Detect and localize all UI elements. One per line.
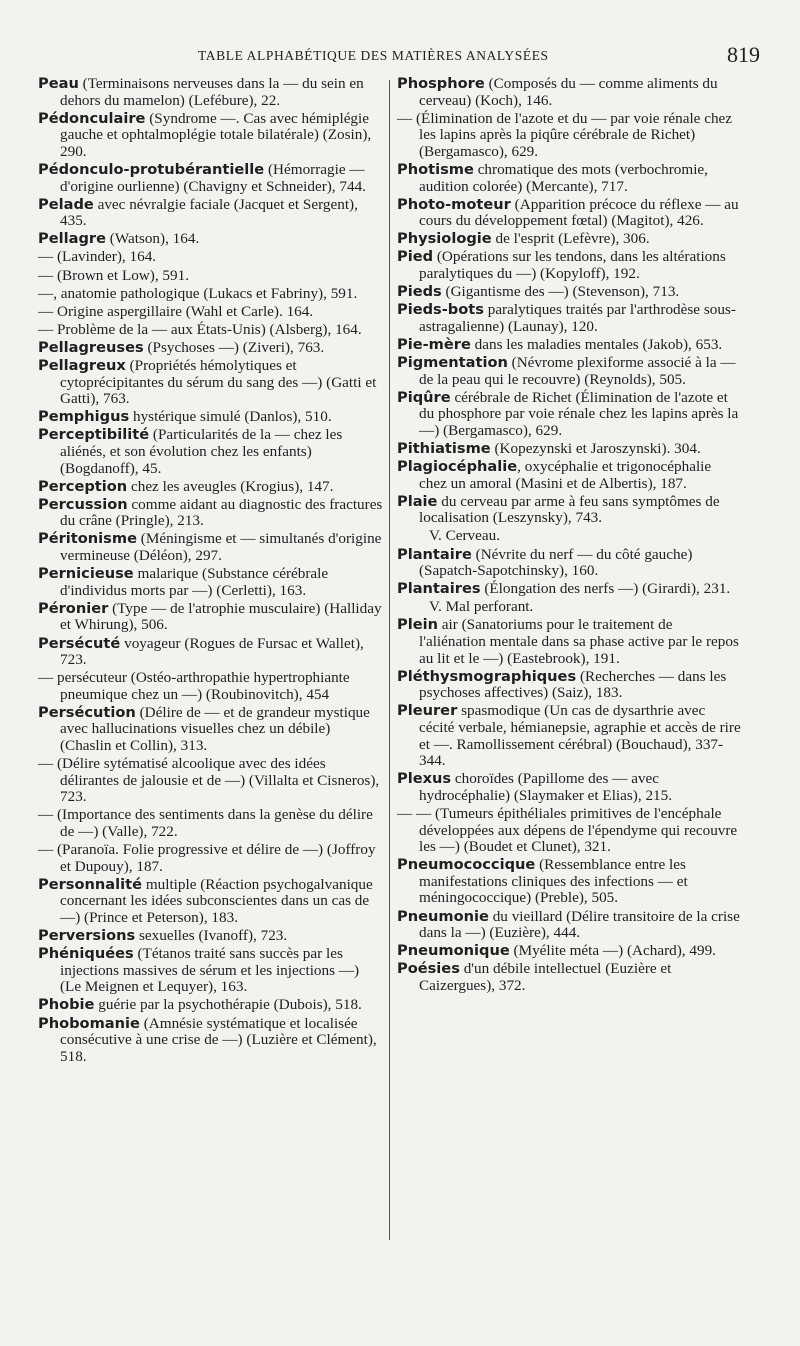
index-entry xyxy=(397,249,742,282)
entry-headword: Pellagreuses xyxy=(38,338,144,356)
entry-text: chez les aveugles (Krogius), 147. xyxy=(127,477,334,495)
index-entry xyxy=(38,566,383,599)
entry-headword: Plantaires xyxy=(397,580,481,598)
index-entry xyxy=(397,703,742,769)
entry-headword: Pie-mère xyxy=(397,335,471,353)
entry-text: (Psychoses —) (Ziveri), 763. xyxy=(143,338,325,356)
index-entry xyxy=(38,670,383,703)
index-entry xyxy=(397,302,742,335)
entry-headword: Plagiocéphalie xyxy=(397,458,518,476)
entry-text: (Myélite méta —) (Achard), 499. xyxy=(509,942,716,960)
entry-headword: Péritonisme xyxy=(38,530,137,548)
entry-text: du cerveau par arme à feu sans symptômes de localisation (Leszynsky), 743. xyxy=(419,492,720,527)
entry-headword: Pemphigus xyxy=(38,408,130,426)
entry-headword: Pneumonique xyxy=(397,942,510,960)
entry-text: (Hémorragie — d'origine ourlienne) (Chavigny et Schneider), 744. xyxy=(60,160,366,195)
page-header xyxy=(0,42,800,76)
entry-text: — (Brown et Low), 591. xyxy=(38,266,190,284)
entry-headword: Perception xyxy=(38,477,128,495)
index-entry xyxy=(38,497,383,530)
index-entry xyxy=(38,877,383,927)
entry-headword: Plaie xyxy=(397,492,438,510)
index-entry xyxy=(397,771,742,804)
entry-text: (Ressemblance entre les manifestations cliniques des infections — et méningococcique) (Preble), 505. xyxy=(419,856,688,907)
entry-text: (Amnésie systématique et localisée consécutive à une crise de —) (Luzière et Clément), 518. xyxy=(60,1014,377,1065)
cross-reference-text: V. Mal perforant. xyxy=(429,598,534,616)
entry-text: — (Paranoïa. Folie progressive et délire de —) (Joffroy et Dupouy), 187. xyxy=(38,841,376,875)
entry-text: — (Élimination de l'azote et du — par voie rénale chez les lapins après la piqûre cérébrale de Richet) (Bergamasco), 629. xyxy=(397,109,733,160)
entry-text: (Syndrome —. Cas avec hémiplégie gauche et ophtalmoplégie totale bilatérale) (Zosin), 290. xyxy=(60,109,372,160)
index-entry xyxy=(38,231,383,248)
entry-headword: Phobomanie xyxy=(38,1014,140,1032)
entry-text: — Origine aspergillaire (Wahl et Carle). 164. xyxy=(38,302,314,320)
entry-text: —, anatomie pathologique (Lukacs et Fabriny), 591. xyxy=(38,284,358,302)
entry-headword: Pigmentation xyxy=(397,354,508,371)
index-entry xyxy=(38,1016,383,1066)
entry-text: sexuelles (Ivanoff), 723. xyxy=(135,927,288,945)
index-entry xyxy=(38,249,383,266)
entry-text: (Type — de l'atrophie musculaire) (Halliday et Whirung), 506. xyxy=(60,599,382,634)
entry-text: choroïdes (Papillome des — avec hydrocéphalie) (Slaymaker et Elias), 215. xyxy=(419,770,673,804)
entry-headword: Pneumonie xyxy=(397,907,489,925)
entry-headword: Photo-moteur xyxy=(397,195,511,213)
entry-headword: Peau xyxy=(38,75,79,92)
entry-headword: Pieds xyxy=(397,283,442,301)
entry-headword: Pellagre xyxy=(38,230,106,248)
entry-text: — — (Tumeurs épithéliales primitives de l'encéphale développées aux dépens de l'épendyme qui recouvre les —) (Boudet et Clunet), 321. xyxy=(397,804,738,856)
entry-text: air (Sanatoriums pour le traitement de l'aliénation mentale dans sa phase active par le repos au lit et le —) (Eastebrook), 191. xyxy=(419,616,739,667)
entry-headword: Pieds-bots xyxy=(397,301,484,319)
entry-text: (Délire de — et de grandeur mystique avec hallucinations visuelles chez un débile) (Chaslin et Collin), 313. xyxy=(60,703,370,755)
entry-headword: Pellagreux xyxy=(38,357,126,374)
index-entry xyxy=(38,268,383,285)
entry-headword: Perceptibilité xyxy=(38,426,150,444)
entry-text: — persécuteur (Ostéo-arthropathie hypertrophiante pneumique chez un —) (Roubinovitch), 454 xyxy=(38,669,350,703)
entry-text: (Composés du — comme aliments du cerveau) (Koch), 146. xyxy=(419,75,718,109)
entry-text: (Tétanos traité sans succès par les injections massives de sérum et les injections —) (Le Meignen et Lequyer), 163. xyxy=(60,945,360,996)
index-entry xyxy=(38,162,383,195)
running-head: TABLE ALPHABÉTIQUE DES MATIÈRES ANALYSÉES xyxy=(198,48,549,63)
entry-text: — Problème de la — aux États-Unis) (Alsberg), 164. xyxy=(38,320,362,338)
entry-headword: Phosphore xyxy=(397,75,485,92)
entry-headword: Péronier xyxy=(38,599,109,617)
index-entry xyxy=(397,197,742,230)
entry-text: dans les maladies mentales (Jakob), 653. xyxy=(470,335,723,353)
entry-headword: Pithiatisme xyxy=(397,439,491,457)
index-entry xyxy=(38,358,383,408)
index-entry xyxy=(38,76,383,109)
entry-headword: Pelade xyxy=(38,195,94,213)
index-entry xyxy=(397,284,742,301)
index-entry xyxy=(38,946,383,996)
entry-text: hystérique simulé (Danlos), 510. xyxy=(129,408,332,426)
index-entry xyxy=(397,162,742,195)
left-column xyxy=(38,76,383,1067)
index-entry xyxy=(397,494,742,527)
entry-text: multiple (Réaction psychogalvanique concernant les idées subconscientes dans un cas de —) (Prince et Peterson), 183. xyxy=(60,875,373,926)
index-entry xyxy=(397,355,742,388)
cross-reference-text: V. Cerveau. xyxy=(429,527,500,545)
entry-headword: Perversions xyxy=(38,927,136,945)
entry-headword: Pneumococcique xyxy=(397,856,536,874)
entry-headword: Phobie xyxy=(38,996,95,1014)
index-entry xyxy=(397,231,742,248)
entry-text: comme aidant au diagnostic des fractures du crâne (Pringle), 213. xyxy=(60,495,383,530)
entry-text: (Watson), 164. xyxy=(106,230,200,248)
index-entry xyxy=(397,441,742,458)
index-entry xyxy=(38,322,383,339)
index-cross-reference xyxy=(397,599,742,616)
entry-text: (Apparition précoce du réflexe — au cours du développement fœtal) (Magitot), 426. xyxy=(419,195,739,230)
entry-text: voyageur (Rogues de Fursac et Wallet), 723. xyxy=(60,634,364,669)
entry-text: d'un débile intellectuel (Euzière et Caizergues), 372. xyxy=(419,960,672,994)
entry-headword: Pleurer xyxy=(397,702,458,720)
entry-headword: Poésies xyxy=(397,960,460,978)
entry-text: de l'esprit (Lefèvre), 306. xyxy=(491,230,650,248)
index-entry xyxy=(38,928,383,945)
index-entry xyxy=(38,286,383,303)
index-entry xyxy=(38,111,383,161)
index-entry xyxy=(397,961,742,994)
entry-text: (Terminaisons nerveuses dans la — du sein en dehors du mamelon) (Lefébure), 22. xyxy=(60,75,364,109)
entry-text: guérie par la psychothérapie (Dubois), 518. xyxy=(94,996,362,1014)
entry-headword: Piqûre xyxy=(397,388,451,406)
index-entry xyxy=(397,806,742,856)
index-entry xyxy=(397,111,742,161)
entry-text: , oxycéphalie et trigonocéphalie chez un amoral (Masini et de Albertis), 187. xyxy=(419,458,712,492)
entry-text: cérébrale de Richet (Élimination de l'azote et du phosphore par voie rénale chez les lapins après la —) (Bergamasco), 629. xyxy=(419,388,739,439)
entry-headword: Plein xyxy=(397,616,438,634)
index-entry xyxy=(397,76,742,109)
entry-text: — (Lavinder), 164. xyxy=(38,248,157,266)
index-entry xyxy=(38,807,383,840)
entry-text: (Névrome plexiforme associé à la — de la peau qui le recouvre) (Reynolds), 505. xyxy=(419,354,736,388)
entry-headword: Percussion xyxy=(38,495,128,513)
right-column xyxy=(397,76,742,996)
entry-headword: Physiologie xyxy=(397,230,492,248)
index-entry xyxy=(38,705,383,755)
entry-headword: Plantaire xyxy=(397,545,472,563)
index-entry xyxy=(397,547,742,580)
entry-text: (Méningisme et — simultanés d'origine vermineuse (Déléon), 297. xyxy=(60,530,382,565)
entry-headword: Photisme xyxy=(397,160,474,178)
entry-text: — (Délire sytématisé alcoolique avec des idées délirantes de jalousie et de —) (Villalta et Cisneros), 723. xyxy=(38,755,380,806)
entry-text: spasmodique (Un cas de dysarthrie avec cécité verbale, hémianepsie, agraphie et accès de rire et —. Ramollissement cérébral) (Bouchaud), 337-344. xyxy=(419,702,741,770)
entry-headword: Pied xyxy=(397,248,434,266)
index-entry xyxy=(38,636,383,669)
index-entry xyxy=(38,531,383,564)
column-divider xyxy=(389,80,390,1240)
entry-text: malarique (Substance cérébrale d'individus morts par —) (Cerletti), 163. xyxy=(60,565,329,599)
index-entry xyxy=(397,337,742,354)
entry-text: (Recherches — dans les psychoses affectives) (Saiz), 183. xyxy=(419,667,727,702)
entry-text: (Élongation des nerfs —) (Girardi), 231. xyxy=(480,580,731,598)
index-cross-reference xyxy=(397,528,742,545)
index-entry xyxy=(38,197,383,230)
index-entry xyxy=(397,390,742,440)
entry-text: (Gigantisme des —) (Stevenson), 713. xyxy=(441,283,680,301)
index-entry xyxy=(38,409,383,426)
entry-text: paralytiques traités par l'arthrodèse sous-astragalienne) (Launay), 120. xyxy=(419,301,736,335)
page-number: 819 xyxy=(727,42,760,67)
index-entry xyxy=(38,304,383,321)
entry-text: — (Importance des sentiments dans la genèse du délire de —) (Valle), 722. xyxy=(38,806,373,841)
entry-text: chromatique des mots (verbochromie, audition colorée) (Mercante), 717. xyxy=(419,160,708,195)
index-entry xyxy=(38,427,383,477)
entry-text: du vieillard (Délire transitoire de la crise dans la —) (Euzière), 444. xyxy=(419,907,740,942)
index-entry xyxy=(38,997,383,1014)
index-entry xyxy=(397,857,742,907)
index-entry xyxy=(397,943,742,960)
entry-text: (Propriétés hémolytiques et cytoprécipitantes du sérum du sang des —) (Gatti et Gatti), 763. xyxy=(60,357,377,408)
entry-text: (Névrite du nerf — du côté gauche) (Sapatch-Sapotchinsky), 160. xyxy=(419,545,693,580)
entry-headword: Pédonculo-protubérantielle xyxy=(38,160,265,178)
entry-text: (Particularités de la — chez les aliénés, et son évolution chez les enfants) (Bogdanoff), 45. xyxy=(60,426,343,477)
entry-headword: Persécution xyxy=(38,703,136,721)
index-entry xyxy=(397,669,742,702)
entry-headword: Persécuté xyxy=(38,634,121,652)
index-entry xyxy=(38,756,383,806)
entry-text: avec névralgie faciale (Jacquet et Sergent), 435. xyxy=(60,195,358,230)
index-entry xyxy=(397,617,742,667)
entry-headword: Pédonculaire xyxy=(38,109,146,127)
index-entry xyxy=(397,581,742,598)
index-entry xyxy=(38,340,383,357)
index-entry xyxy=(38,842,383,875)
entry-text: (Opérations sur les tendons, dans les altérations paralytiques du —) (Kopyloff), 192. xyxy=(419,248,726,283)
index-entry xyxy=(397,459,742,492)
entry-headword: Personnalité xyxy=(38,875,143,893)
index-entry xyxy=(38,479,383,496)
index-entry xyxy=(38,601,383,634)
entry-text: (Kopezynski et Jaroszynski). 304. xyxy=(490,439,701,457)
entry-headword: Phéniquées xyxy=(38,945,134,963)
entry-headword: Plexus xyxy=(397,770,452,788)
index-entry xyxy=(397,909,742,942)
entry-headword: Pléthysmographiques xyxy=(397,667,577,685)
entry-headword: Pernicieuse xyxy=(38,565,134,583)
